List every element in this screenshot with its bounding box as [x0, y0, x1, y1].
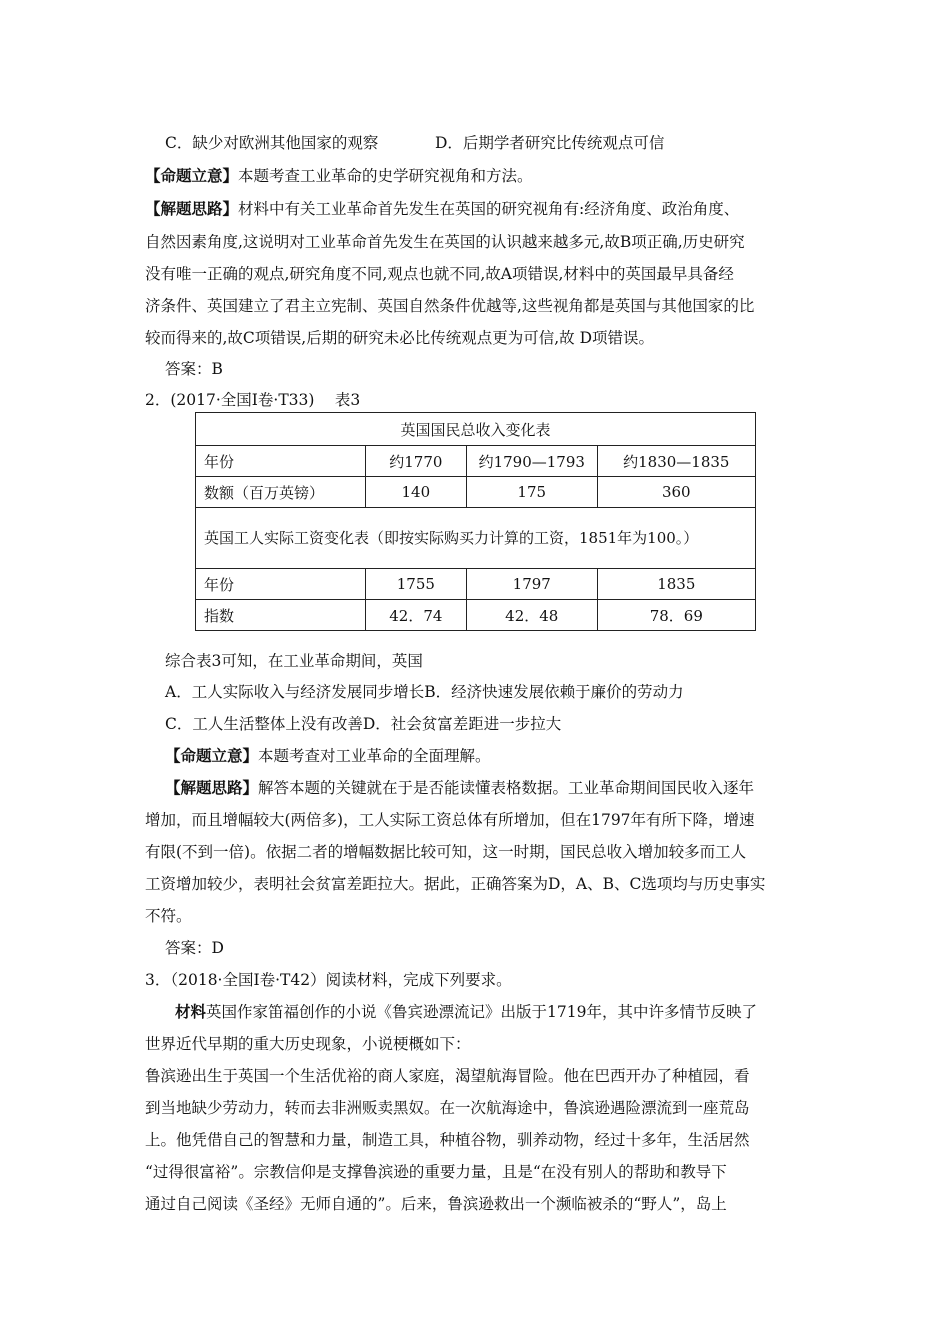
q3-story-line-3: 上。他凭借自己的智慧和力量，制造工具，种植谷物，驯养动物，经过十多年，生活居然	[145, 1131, 750, 1149]
table-title-row	[196, 413, 756, 446]
q3-stem: 3．（2018·全国Ⅰ卷·T42）阅读材料，完成下列要求。	[145, 971, 512, 989]
table-row	[196, 569, 756, 600]
q1-idea-line-3: 没有唯一正确的观点,研究角度不同,观点也就不同,故A项错误,材料中的英国最早具备经	[145, 265, 734, 283]
q2-idea-line-2: 增加，而且增幅较大(两倍多)，工人实际工资总体有所增加，但在1797年有所下降，增速	[145, 811, 755, 829]
q1-intent-text: 本题考查工业革命的史学研究视角和方法。	[238, 167, 533, 185]
table-cell: 78．69	[597, 600, 755, 631]
q3-story-line-4: “过得很富裕”。宗教信仰是支撑鲁滨逊的重要力量，且是“在没有别人的帮助和教导下	[145, 1163, 727, 1181]
q2-idea-tag: 【解题思路】	[165, 778, 259, 797]
q2-option-cd: C．工人生活整体上没有改善D．社会贫富差距进一步拉大	[165, 715, 562, 733]
q2-idea-line-1	[165, 778, 810, 798]
q2-intent	[165, 746, 810, 766]
q2-stem: 2．(2017·全国Ⅰ卷·T33) 表3	[145, 391, 361, 409]
q1-idea-line-4: 济条件、英国建立了君主立宪制、英国自然条件优越等,这些视角都是英国与其他国家的比	[145, 297, 755, 315]
q3-story-line-5: 通过自己阅读《圣经》无师自通的”。后来，鲁滨逊救出一个濒临被杀的“野人”，岛上	[145, 1195, 727, 1213]
q2-question: 综合表3可知，在工业革命期间，英国	[165, 652, 423, 670]
q1-answer: 答案：B	[165, 360, 223, 378]
q2-idea-text: 解答本题的关键就在于是否能读懂表格数据。工业革命期间国民收入逐年	[258, 779, 755, 797]
q1-intent-tag: 【命题立意】	[145, 166, 239, 185]
q3-material-line-2: 世界近代早期的重大历史现象，小说梗概如下：	[145, 1035, 471, 1053]
table-note-row	[196, 508, 756, 569]
q3-material-text: 英国作家笛福创作的小说《鲁宾逊漂流记》出版于1719年，其中许多情节反映了	[206, 1003, 757, 1021]
table-cell: 指数	[196, 600, 366, 631]
table-cell: 42．74	[365, 600, 466, 631]
table-cell: 360	[597, 477, 755, 508]
q3-material-tag: 材料	[175, 1002, 207, 1021]
q2-table	[195, 412, 756, 631]
table-cell: 约1830—1835	[597, 446, 755, 477]
table-cell: 1835	[597, 569, 755, 600]
q3-story-line-2: 到当地缺少劳动力，转而去非洲贩卖黑奴。在一次航海途中，鲁滨逊遇险漂流到一座荒岛	[145, 1099, 750, 1117]
table-row	[196, 600, 756, 631]
table-cell: 年份	[196, 446, 366, 477]
table-cell: 175	[466, 477, 597, 508]
q1-option-c: C．缺少对欧洲其他国家的观察	[165, 134, 379, 152]
table-cell: 年份	[196, 569, 366, 600]
table-cell: 140	[365, 477, 466, 508]
q1-intent	[145, 166, 810, 186]
q1-idea-line-1	[145, 199, 810, 219]
q1-idea-tag: 【解题思路】	[145, 199, 239, 218]
q1-idea-text: 材料中有关工业革命首先发生在英国的研究视角有:经济角度、政治角度、	[238, 200, 740, 218]
wage-table-title: 英国工人实际工资变化表（即按实际购买力计算的工资，1851年为100。）	[196, 508, 756, 569]
q2-intent-text: 本题考查对工业革命的全面理解。	[258, 747, 491, 765]
q2-idea-line-5: 不符。	[145, 907, 192, 925]
q2-idea-line-4: 工资增加较少，表明社会贫富差距拉大。据此，正确答案为D，A、B、C选项均与历史事实	[145, 875, 766, 893]
q2-intent-tag: 【命题立意】	[165, 746, 259, 765]
table-cell: 数额（百万英镑）	[196, 477, 366, 508]
table-row	[196, 446, 756, 477]
q1-option-d: D．后期学者研究比传统观点可信	[435, 134, 665, 152]
table-cell: 42．48	[466, 600, 597, 631]
q1-idea-line-2: 自然因素角度,这说明对工业革命首先发生在英国的认识越来越多元,故B项正确,历史研究	[145, 233, 745, 251]
table-cell: 约1770	[365, 446, 466, 477]
q2-option-ab: A．工人实际收入与经济发展同步增长B．经济快速发展依赖于廉价的劳动力	[165, 683, 684, 701]
q3-story-line-1: 鲁滨逊出生于英国一个生活优裕的商人家庭，渴望航海冒险。他在巴西开办了种植园，看	[145, 1067, 750, 1085]
q2-answer: 答案：D	[165, 939, 224, 957]
q2-idea-line-3: 有限(不到一倍)。依据二者的增幅数据比较可知，这一时期，国民总收入增加较多而工人	[145, 843, 747, 861]
table-title: 英国国民总收入变化表	[196, 413, 756, 446]
q3-material-line-1	[175, 1002, 810, 1022]
table-cell: 1797	[466, 569, 597, 600]
q1-idea-line-5: 较而得来的,故C项错误,后期的研究未必比传统观点更为可信,故 D项错误。	[145, 329, 654, 347]
table-row	[196, 477, 756, 508]
table-cell: 1755	[365, 569, 466, 600]
table-cell: 约1790—1793	[466, 446, 597, 477]
q1-options-cd	[165, 133, 810, 153]
